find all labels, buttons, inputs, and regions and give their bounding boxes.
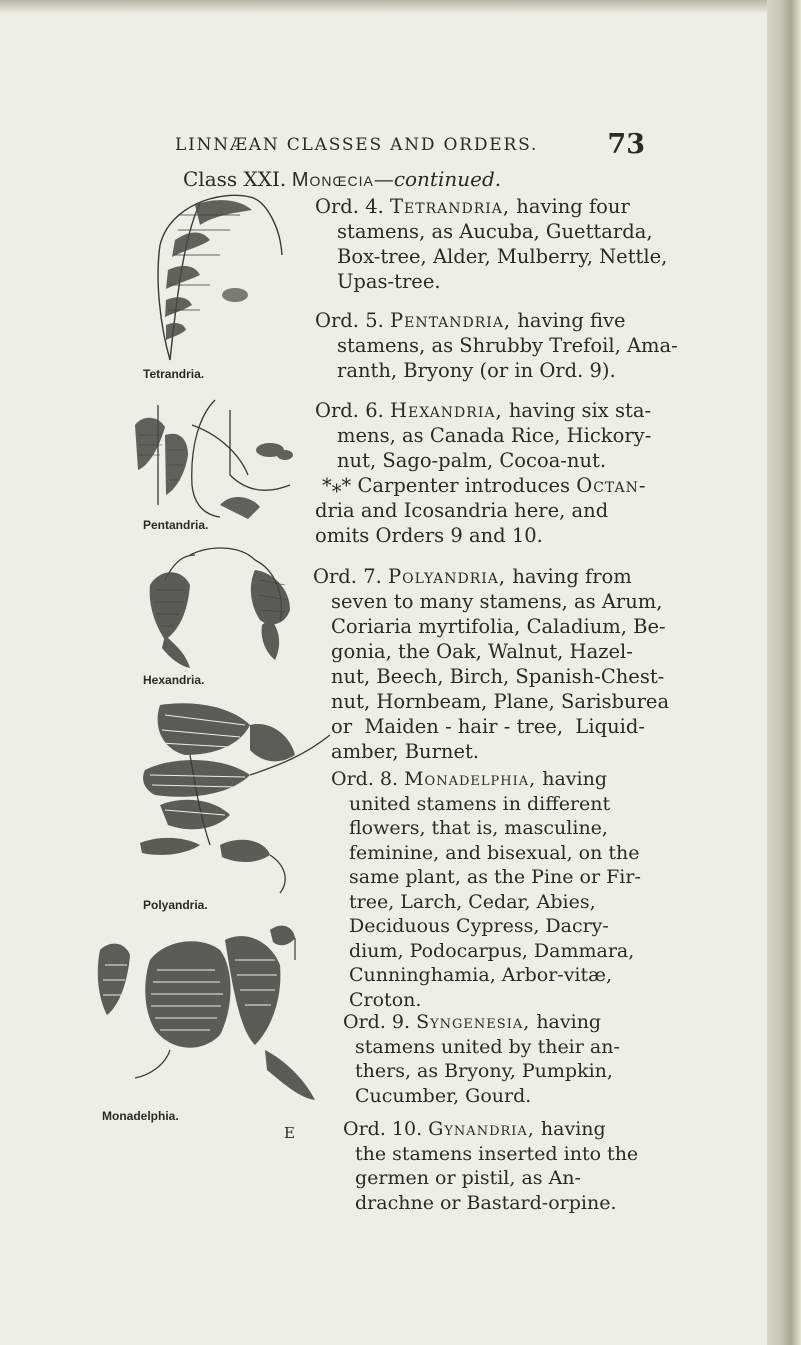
- entry-line: Deciduous Cypress, Dacry-: [349, 915, 609, 937]
- entry-line: drachne or Bastard-orpine.: [355, 1191, 617, 1214]
- order-name: Monadelphia,: [404, 768, 537, 790]
- figure-caption: Hexandria.: [143, 673, 205, 687]
- entry-line: Box-tree, Alder, Mulberry, Nettle,: [337, 245, 668, 268]
- order-number: Ord. 7.: [313, 565, 382, 588]
- entry-line: seven to many stamens, as Arum,: [331, 590, 663, 613]
- entry-line: tree, Larch, Cedar, Abies,: [349, 890, 596, 913]
- entry-line: amber, Burnet.: [331, 740, 480, 763]
- entry-line: ranth, Bryony (or in Ord. 9).: [337, 359, 616, 382]
- order-name: Hexandria,: [390, 399, 503, 422]
- entry-line: having from: [512, 565, 632, 588]
- entry-line: or Maiden - hair - tree, Liquid-: [331, 715, 645, 738]
- entry-line: stamens, as Aucuba, Guettarda,: [337, 220, 653, 243]
- entry-line: thers, as Bryony, Pumpkin,: [355, 1060, 613, 1082]
- order-name: Pentandria,: [390, 309, 512, 332]
- order-number: Ord. 4.: [315, 195, 384, 218]
- page-edge: [767, 0, 801, 1345]
- order-entry-9: [343, 1010, 620, 1108]
- order-entry-5: [315, 308, 678, 383]
- order-number: Ord. 8.: [331, 768, 399, 790]
- order-number: Ord. 10.: [343, 1118, 423, 1140]
- running-title: LINNÆAN CLASSES AND ORDERS.: [175, 135, 539, 155]
- note-lead: *⁎* Carpenter introduces: [322, 474, 570, 497]
- entry-line: gonia, the Oak, Walnut, Hazel-: [331, 640, 633, 663]
- entry-line: dium, Podocarpus, Dammara,: [349, 939, 635, 962]
- running-header: [175, 129, 645, 163]
- order-entry-4: [315, 194, 667, 294]
- figure-caption: Pentandria.: [143, 518, 209, 532]
- order-name: Syngenesia,: [416, 1011, 531, 1033]
- entry-line: Croton.: [349, 988, 422, 1011]
- entry-line: united stamens in different: [349, 792, 611, 815]
- tetrandria-illustration: [140, 185, 310, 370]
- entry-line: nut, Hornbeam, Plane, Sarisburea: [331, 690, 670, 713]
- carpenter-note: [315, 473, 647, 548]
- entry-line: having: [542, 768, 607, 790]
- order-name: Polyandria,: [388, 565, 507, 588]
- entry-line: germen or pistil, as An-: [355, 1167, 581, 1189]
- entry-line: dria and Icosandria here, and: [315, 499, 609, 522]
- entry-line: flowers, that is, masculine,: [349, 817, 608, 839]
- order-number: Ord. 6.: [315, 399, 384, 422]
- order-entry-10: [343, 1117, 638, 1215]
- polyandria-illustration: [130, 695, 340, 895]
- entry-line: omits Orders 9 and 10.: [315, 524, 543, 547]
- page-number: 73: [607, 129, 645, 160]
- entry-line: having: [536, 1011, 602, 1033]
- entry-line: the stamens inserted into the: [355, 1142, 639, 1165]
- entry-line: Upas-tree.: [337, 270, 441, 293]
- order-name: Tetrandria,: [390, 195, 511, 218]
- entry-line: Coriaria myrtifolia, Caladium, Be-: [331, 615, 666, 638]
- continued-label: —continued.: [373, 167, 502, 191]
- order-name: Octan-: [576, 474, 647, 497]
- class-label: Class XXI.: [183, 167, 287, 191]
- entry-line: feminine, and bisexual, on the: [349, 841, 640, 864]
- entry-line: having: [540, 1118, 606, 1140]
- figure-caption: Monadelphia.: [102, 1109, 179, 1123]
- monadelphia-illustration: [95, 920, 325, 1110]
- figure-caption: Tetrandria.: [143, 367, 205, 381]
- entry-line: mens, as Canada Rice, Hickory-: [337, 424, 652, 447]
- order-entry-6: [315, 398, 651, 473]
- entry-line: having five: [517, 309, 626, 332]
- class-name: Monœcia: [291, 169, 374, 191]
- entry-line: stamens united by their an-: [355, 1035, 620, 1058]
- entry-line: Cucumber, Gourd.: [355, 1084, 532, 1107]
- page-top-shadow: [0, 0, 801, 14]
- order-number: Ord. 9.: [343, 1011, 411, 1033]
- order-entry-7: [313, 564, 669, 764]
- entry-line: Cunninghamia, Arbor-vitæ,: [349, 964, 613, 986]
- order-entry-8: [331, 767, 641, 1012]
- figure-caption: Polyandria.: [143, 898, 208, 912]
- entry-line: having four: [516, 195, 630, 218]
- entry-line: having six sta-: [508, 399, 652, 422]
- entry-line: stamens, as Shrubby Trefoil, Ama-: [337, 334, 678, 357]
- order-name: Gynandria,: [428, 1118, 535, 1140]
- entry-line: nut, Sago-palm, Cocoa-nut.: [337, 449, 607, 472]
- entry-line: nut, Beech, Birch, Spanish-Chest-: [331, 665, 665, 688]
- signature-mark: E: [284, 1124, 295, 1142]
- hexandria-illustration: [140, 540, 300, 675]
- pentandria-illustration: [130, 395, 300, 525]
- entry-line: same plant, as the Pine or Fir-: [349, 866, 641, 888]
- order-number: Ord. 5.: [315, 309, 384, 332]
